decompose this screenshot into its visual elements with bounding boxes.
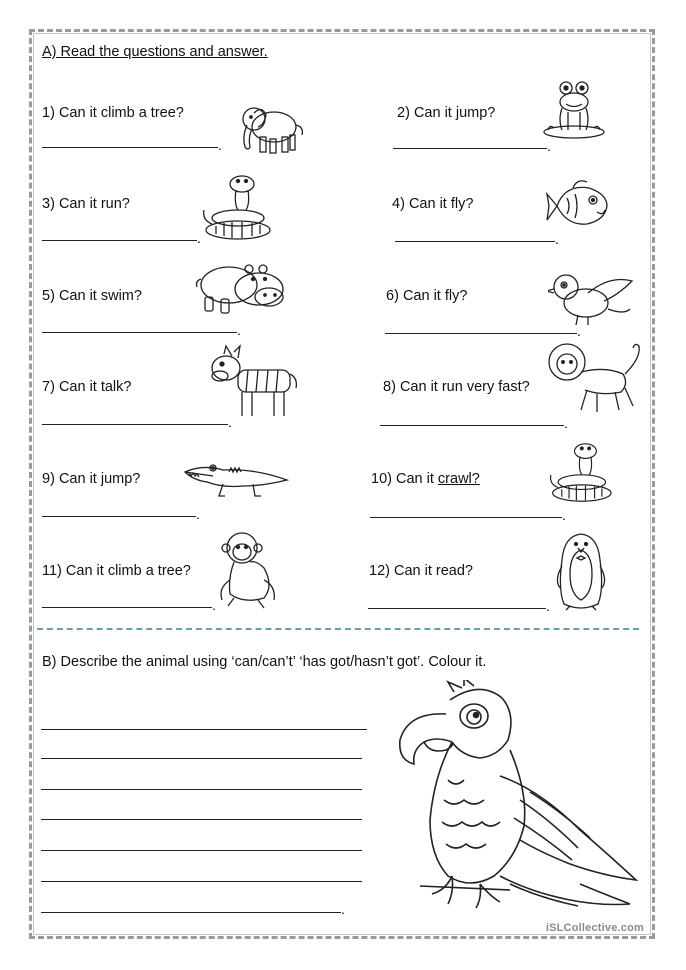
section-a-heading: A) Read the questions and answer. [42, 44, 268, 60]
section-divider [37, 628, 639, 630]
answer-line-11[interactable] [42, 607, 212, 608]
question-3: 3) Can it run? [42, 196, 130, 212]
writing-line-7[interactable] [41, 912, 341, 913]
answer-line-8[interactable] [380, 425, 564, 426]
answer-line-1[interactable] [42, 147, 218, 148]
question-10: 10) Can it crawl? [371, 471, 480, 487]
answer-dot: . [555, 231, 559, 247]
answer-line-9[interactable] [42, 516, 196, 517]
elephant-image [236, 97, 308, 157]
answer-dot: . [237, 322, 241, 338]
answer-dot: . [564, 415, 568, 431]
answer-dot: . [577, 323, 581, 339]
answer-line-5[interactable] [42, 332, 237, 333]
zebra-image [208, 344, 300, 420]
snake-image [545, 442, 615, 504]
question-5: 5) Can it swim? [42, 288, 142, 304]
crawl-word: crawl? [437, 471, 480, 487]
answer-dot: . [212, 597, 216, 613]
writing-line-3[interactable] [41, 789, 362, 790]
question-7: 7) Can it talk? [42, 379, 132, 395]
answer-line-12[interactable] [368, 608, 546, 609]
frog-image [540, 78, 608, 140]
writing-line-4[interactable] [41, 819, 362, 820]
answer-line-7[interactable] [42, 424, 228, 425]
fish-image [545, 176, 611, 234]
section-b-heading: B) Describe the animal using ‘can/can’t’ ‘has got/hasn’t got’. Colour it. [42, 654, 487, 670]
penguin-image [552, 530, 610, 612]
parrot-image [390, 680, 644, 928]
question-8: 8) Can it run very fast? [383, 379, 530, 395]
answer-line-6[interactable] [385, 333, 577, 334]
monkey-image [212, 528, 284, 613]
answer-line-4[interactable] [395, 241, 555, 242]
lion-image [545, 338, 645, 418]
watermark: iSLCollective.com [545, 922, 644, 934]
writing-line-1[interactable] [41, 729, 367, 730]
answer-line-3[interactable] [42, 240, 197, 241]
answer-line-2[interactable] [393, 148, 547, 149]
question-9: 9) Can it jump? [42, 471, 141, 487]
bird-image [548, 265, 636, 329]
answer-line-10[interactable] [370, 517, 562, 518]
writing-line-2[interactable] [41, 758, 362, 759]
question-1: 1) Can it climb a tree? [42, 105, 184, 121]
answer-dot: . [228, 414, 232, 430]
question-12: 12) Can it read? [369, 563, 473, 579]
question-6: 6) Can it fly? [386, 288, 468, 304]
answer-dot: . [196, 506, 200, 522]
hippo-image [193, 257, 293, 317]
answer-dot: . [341, 901, 345, 917]
question-11: 11) Can it climb a tree? [42, 563, 191, 579]
answer-dot: . [547, 138, 551, 154]
question-4: 4) Can it fly? [392, 196, 474, 212]
answer-dot: . [197, 230, 201, 246]
answer-dot: . [546, 598, 550, 614]
writing-line-5[interactable] [41, 850, 362, 851]
answer-dot: . [562, 507, 566, 523]
answer-dot: . [218, 137, 222, 153]
snake-image [198, 174, 274, 242]
question-2: 2) Can it jump? [397, 105, 496, 121]
crocodile-image [183, 456, 291, 502]
writing-line-6[interactable] [41, 881, 362, 882]
